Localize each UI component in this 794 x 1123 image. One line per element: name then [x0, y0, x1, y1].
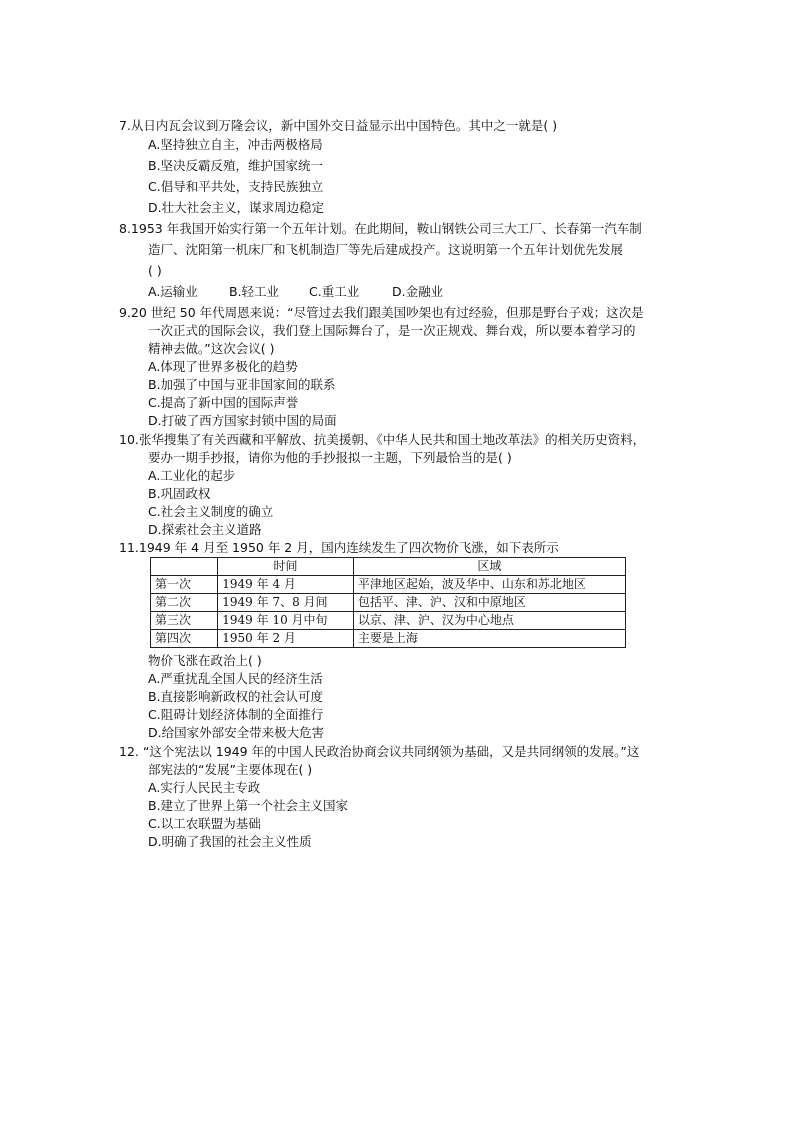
table-header-row — [151, 558, 626, 576]
q7-option-a: A.坚持独立自主，冲击两极格局 — [148, 137, 323, 152]
q8-option-a: A.运输业 — [148, 284, 198, 299]
q12-option-c: C.以工农联盟为基础 — [148, 816, 261, 831]
table-row — [151, 630, 626, 648]
table-header-time: 时间 — [218, 558, 354, 576]
table-cell-time: 1949 年 7、8 月间 — [218, 594, 354, 612]
table-cell-region: 平津地区起始，波及华中、山东和苏北地区 — [353, 576, 625, 594]
q8-stem-line-1: 8.1953 年我国开始实行第一个五年计划。在此期间，鞍山钢铁公司三大工厂、长春第一汽车制 — [119, 221, 642, 236]
q11-option-a: A.严重扰乱全国人民的经济生活 — [148, 671, 323, 686]
table-row — [151, 576, 626, 594]
q10-option-d: D.探索社会主义道路 — [148, 522, 262, 537]
q11-option-c: C.阻碍计划经济体制的全面推行 — [148, 707, 324, 722]
q11-question: 物价飞涨在政治上( ) — [148, 653, 262, 668]
table-cell-order: 第一次 — [151, 576, 218, 594]
q8-stem-line-3: ( ) — [148, 263, 162, 278]
table-row — [151, 594, 626, 612]
table-row — [151, 612, 626, 630]
q7-stem: 7.从日内瓦会议到万隆会议，新中国外交日益显示出中国特色。其中之一就是( ) — [119, 118, 558, 133]
table-cell-time: 1949 年 10 月中旬 — [218, 612, 354, 630]
q10-option-a: A.工业化的起步 — [148, 468, 236, 483]
q9-option-b: B.加强了中国与亚非国家间的联系 — [148, 377, 336, 392]
table-cell-order: 第三次 — [151, 612, 218, 630]
q8-option-b: B.轻工业 — [229, 284, 280, 299]
price-surge-table — [150, 557, 626, 648]
table-cell-time: 1949 年 4 月 — [218, 576, 354, 594]
q11-stem: 11.1949 年 4 月至 1950 年 2 月，国内连续发生了四次物价飞涨，如下表所示 — [119, 540, 559, 555]
table-cell-order: 第四次 — [151, 630, 218, 648]
table-header-cell — [151, 558, 218, 576]
q8-option-d: D.金融业 — [392, 284, 444, 299]
q9-option-d: D.打破了西方国家封锁中国的局面 — [148, 413, 337, 428]
q12-option-a: A.实行人民民主专政 — [148, 780, 261, 795]
q9-stem-line-2: 一次正式的国际会议，我们登上国际舞台了，是一次正规戏、舞台戏，所以要本着学习的 — [148, 323, 636, 338]
q12-stem-line-1: 12. “这个宪法以 1949 年的中国人民政治协商会议共同纲领为基础，又是共同纲领的发展。”这 — [119, 744, 640, 759]
table-cell-order: 第二次 — [151, 594, 218, 612]
q9-stem-line-3: 精神去做。”这次会议( ) — [148, 341, 275, 356]
table-cell-region: 包括平、津、沪、汉和中原地区 — [353, 594, 625, 612]
q12-option-b: B.建立了世界上第一个社会主义国家 — [148, 798, 349, 813]
q12-option-d: D.明确了我国的社会主义性质 — [148, 834, 312, 849]
q7-option-d: D.壮大社会主义，谋求周边稳定 — [148, 200, 325, 215]
table-header-region: 区域 — [353, 558, 625, 576]
q10-stem-line-1: 10.张华搜集了有关西藏和平解放、抗美援朝、《中华人民共和国土地改革法》的相关历史资料， — [119, 432, 646, 447]
q9-stem-line-1: 9.20 世纪 50 年代周恩来说：“尽管过去我们跟美国吵架也有过经验，但那是野台子戏；这次是 — [119, 305, 644, 320]
q8-stem-line-2: 造厂、沈阳第一机床厂和飞机制造厂等先后建成投产。这说明第一个五年计划优先发展 — [148, 242, 624, 257]
q11-option-b: B.直接影响新政权的社会认可度 — [148, 689, 324, 704]
q7-option-b: B.坚决反霸反殖，维护国家统一 — [148, 158, 324, 173]
q8-option-c: C.重工业 — [309, 284, 360, 299]
table-cell-time: 1950 年 2 月 — [218, 630, 354, 648]
q12-stem-line-2: 部宪法的“发展”主要体现在( ) — [148, 762, 313, 777]
table-cell-region: 以京、津、沪、汉为中心地点 — [353, 612, 625, 630]
q10-stem-line-2: 要办一期手抄报，请你为他的手抄报拟一主题，下列最恰当的是( ) — [148, 450, 512, 465]
q11-option-d: D.给国家外部安全带来极大危害 — [148, 725, 325, 740]
q9-option-a: A.体现了世界多极化的趋势 — [148, 359, 298, 374]
q9-option-c: C.提高了新中国的国际声誉 — [148, 395, 299, 410]
table-cell-region: 主要是上海 — [353, 630, 625, 648]
q10-option-c: C.社会主义制度的确立 — [148, 504, 274, 519]
q10-option-b: B.巩固政权 — [148, 486, 211, 501]
q7-option-c: C.倡导和平共处，支持民族独立 — [148, 179, 324, 194]
